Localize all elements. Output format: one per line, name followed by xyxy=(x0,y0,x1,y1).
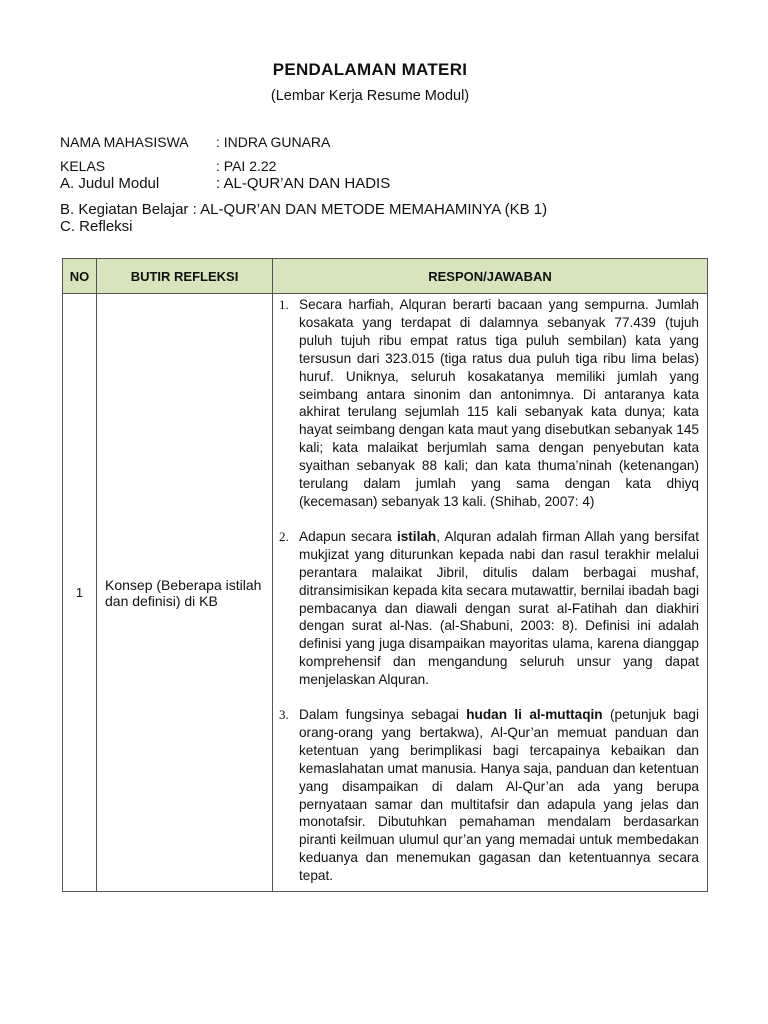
response-item xyxy=(277,528,699,689)
item-number: 1. xyxy=(279,297,289,312)
item-bold: istilah xyxy=(396,528,437,544)
kelas-label: KELAS xyxy=(60,158,106,174)
refleksi-label: C. Refleksi xyxy=(60,218,133,235)
info-refleksi xyxy=(60,218,133,235)
refleksi-table xyxy=(62,258,708,892)
item-number: 3. xyxy=(279,707,289,723)
item-text-after: , Alquran adalah firman Allah yang bersifat mukjizat yang diturunkan kepada nabi dan rasul terakhir melalui perantara malaikat Jibril, ditulis dalam berbagai mushaf, ditransimisikan kepada kita secara mutawattir, bernilai ibadah bagi pembacanya dan diawali dengan surat al-Fatihah dan diakhiri dengan surat al-Nas. (al-Shabuni, 2003: 8). Definisi ini adalah definisi yang juga disampaikan mayoritas ulama, karena dianggap komprehensif dan mengandung seluruh unsur yang dapat menjelaskan Alquran. xyxy=(299,528,699,688)
item-text: Dalam fungsinya sebagai xyxy=(299,707,467,723)
item-text: Adapun secara xyxy=(299,528,397,544)
info-judul xyxy=(60,175,390,192)
item-bold: hudan li al-muttaqin xyxy=(466,707,603,723)
judul-value: : AL-QUR’AN DAN HADIS xyxy=(216,175,391,192)
response-list xyxy=(277,296,699,885)
table-row xyxy=(63,294,708,892)
info-kelas xyxy=(60,158,276,174)
item-text: Secara harfiah, Alquran berarti bacaan yang sempurna. Jumlah kosakata yang terdapat di dalamnya sebanyak 77.439 (tujuh puluh tujuh ribu empat ratus tiga puluh sembilan) kata yang tersusun dari 323.015 (tiga ratus dua puluh tiga ribu lima belas) huruf. Uniknya, seluruh kosakatanya memiliki jumlah yang seimbang antara sinonim dan antonimnya. Di antaranya kata akhirat terulang sejumlah 115 kali sebanyak kata dunya; kata hayat seimbang dengan kata maut yang disebutkan sebanyak 145 kali; kata malaikat berjumlah sama dengan penyebutan kata syaithan sebanyak 88 kali; dan kata thuma’ninah (ketenangan) terulang dalam jumlah yang sama dengan kata dhiyq (kecemasan) sebanyak 13 kali. (Shihab, 2007: 4) xyxy=(299,297,699,509)
kegiatan-label: B. Kegiatan Belajar xyxy=(60,201,189,218)
row-butir: Konsep (Beberapa istilah dan definisi) di KB xyxy=(97,294,273,892)
info-kegiatan xyxy=(60,201,547,218)
row-number: 1 xyxy=(63,294,97,892)
header-butir: BUTIR REFLEKSI xyxy=(97,259,273,294)
row-response xyxy=(273,294,708,892)
response-item xyxy=(277,296,699,511)
nama-value: : INDRA GUNARA xyxy=(216,134,331,150)
kelas-value: : PAI 2.22 xyxy=(216,158,277,174)
table-header-row xyxy=(63,259,708,294)
kegiatan-value: : AL-QUR’AN DAN METODE MEMAHAMINYA (KB 1) xyxy=(192,201,548,218)
nama-label: NAMA MAHASISWA xyxy=(60,134,189,150)
item-text-after: (petunjuk bagi orang-orang yang bertakwa), Al-Qur’an memuat panduan dan ketentuan yang berimplikasi bagi tercapainya kebaikan dan kemaslahatan umat manusia. Hanya saja, panduan dan ketentuan yang disampaikan di dalam Al-Qur’an ada yang berupa pernyataan samar dan multitafsir dan adapula yang jelas dan monotafsir. Dibutuhkan pemahaman mendalam berdasarkan piranti keilmuan ulumul qur’an yang memadai untuk membedakan keduanya dan menemukan gagasan dan ketentuannya secara tepat. xyxy=(299,707,699,884)
info-nama xyxy=(60,134,330,150)
page-title: PENDALAMAN MATERI xyxy=(272,60,468,79)
page-subtitle: (Lembar Kerja Resume Modul) xyxy=(270,88,470,104)
header-no: NO xyxy=(63,259,97,294)
item-number: 2. xyxy=(279,528,289,544)
response-item xyxy=(277,706,699,885)
header-respon: RESPON/JAWABAN xyxy=(273,259,708,294)
judul-label: A. Judul Modul xyxy=(60,175,160,192)
